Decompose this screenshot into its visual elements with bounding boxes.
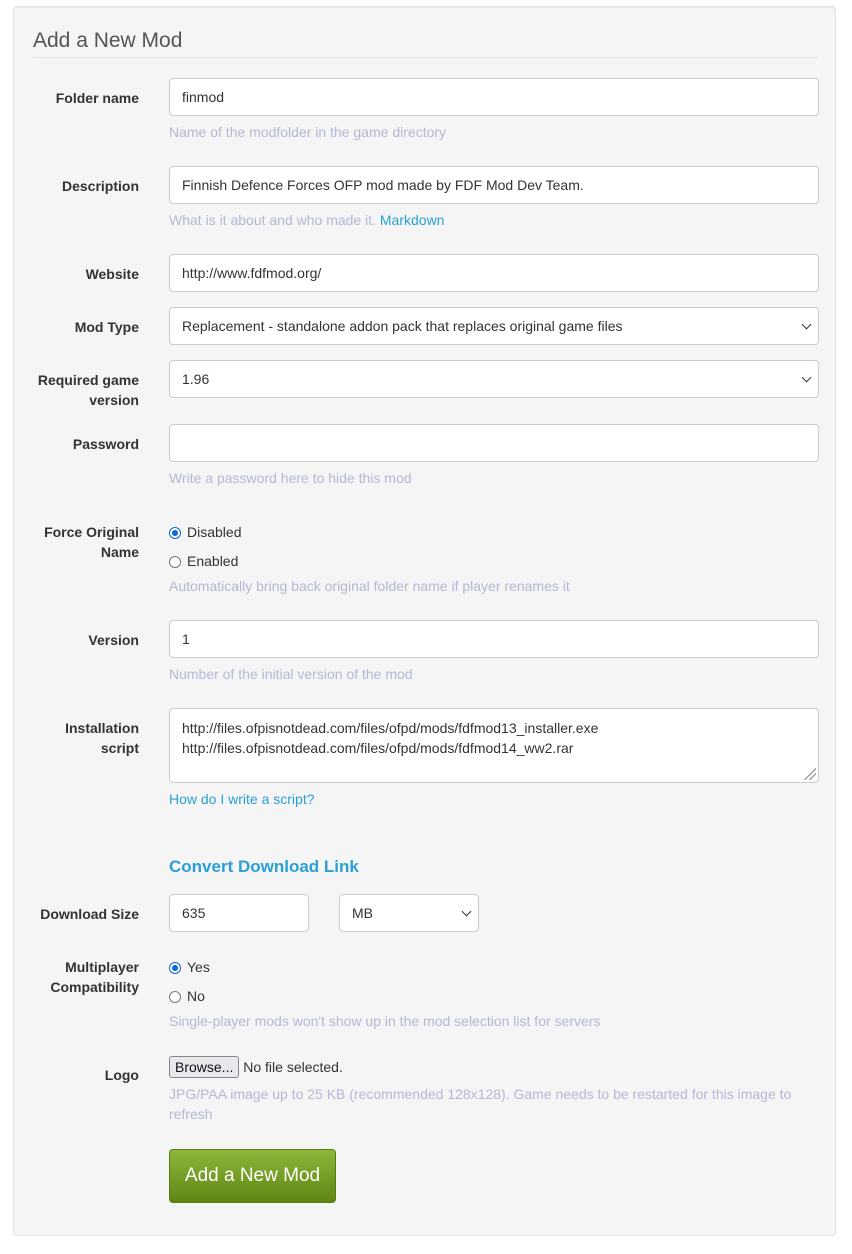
multiplayer-no-option[interactable] <box>169 986 205 1006</box>
force-name-disabled-option[interactable] <box>169 522 241 542</box>
multiplayer-yes-option[interactable] <box>169 957 210 977</box>
force-name-enabled-label: Enabled <box>187 553 239 569</box>
script-line-1: http://files.ofpisnotdead.com/files/ofpd/mods/fdfmod13_installer.exe <box>182 720 599 736</box>
add-mod-submit-button[interactable]: Add a New Mod <box>169 1149 336 1203</box>
game-version-selected: 1.96 <box>182 371 210 387</box>
multiplayer-yes-label: Yes <box>187 959 210 975</box>
force-original-name-label-line1: Force Original <box>44 524 139 540</box>
markdown-link[interactable]: Markdown <box>379 212 445 228</box>
force-name-help: Automatically bring back original folder name if player renames it <box>169 578 570 594</box>
mod-type-label: Mod Type <box>74 319 139 335</box>
logo-help <box>169 1084 829 1124</box>
multiplayer-help: Single-player mods won't show up in the mod selection list for servers <box>169 1013 601 1029</box>
download-size-input[interactable]: 635 <box>169 894 309 932</box>
radio-checked-icon[interactable] <box>169 962 181 974</box>
force-name-disabled-label: Disabled <box>187 524 242 540</box>
description-help-text: What is it about and who made it. <box>169 212 376 228</box>
add-mod-panel <box>13 6 836 1236</box>
installation-script-label-line2: script <box>100 740 139 756</box>
installation-script-label <box>14 718 139 758</box>
multiplayer-label-line2: Compatibility <box>50 979 139 995</box>
how-to-write-script-link[interactable]: How do I write a script? <box>169 791 315 807</box>
browse-button[interactable]: Browse... <box>169 1056 239 1078</box>
version-help: Number of the initial version of the mod <box>169 666 413 682</box>
folder-name-help: Name of the modfolder in the game directory <box>169 124 447 140</box>
script-line-2: http://files.ofpisnotdead.com/files/ofpd/mods/fdfmod14_ww2.rar <box>182 740 574 756</box>
multiplayer-label-line1: Multiplayer <box>65 959 139 975</box>
resize-grip-icon[interactable] <box>804 768 816 780</box>
multiplayer-label <box>14 957 139 997</box>
force-name-enabled-option[interactable] <box>169 551 238 571</box>
website-label: Website <box>85 266 139 282</box>
game-version-label <box>14 370 139 410</box>
radio-unchecked-icon[interactable] <box>169 556 181 568</box>
description-help <box>169 210 444 230</box>
installation-script-label-line1: Installation <box>65 720 139 736</box>
folder-name-label: Folder name <box>55 90 139 106</box>
logo-label: Logo <box>104 1067 139 1083</box>
version-label: Version <box>88 632 139 648</box>
version-input[interactable]: 1 <box>169 620 819 658</box>
multiplayer-no-label: No <box>187 988 205 1004</box>
force-original-name-label <box>14 522 139 562</box>
password-help: Write a password here to hide this mod <box>169 470 412 486</box>
logo-help-line2: refresh <box>169 1106 213 1122</box>
download-size-unit-selected: MB <box>352 905 373 921</box>
game-version-select[interactable] <box>169 360 819 398</box>
logo-file-status: No file selected. <box>243 1059 343 1075</box>
installation-script-textarea[interactable] <box>169 708 819 783</box>
game-version-label-line1: Required game <box>37 372 139 388</box>
mod-type-selected: Replacement - standalone addon pack that replaces original game files <box>182 318 623 334</box>
folder-name-input[interactable]: finmod <box>169 78 819 116</box>
force-original-name-label-line2: Name <box>100 544 139 560</box>
mod-type-select[interactable] <box>169 307 819 345</box>
website-input[interactable]: http://www.fdfmod.org/ <box>169 254 819 292</box>
download-size-unit-select[interactable] <box>339 894 479 932</box>
game-version-label-line2: version <box>89 392 139 408</box>
password-label: Password <box>72 436 139 452</box>
radio-checked-icon[interactable] <box>169 527 181 539</box>
logo-help-line1: JPG/PAA image up to 25 KB (recommended 128x128). Game needs to be restarted for this image to <box>169 1086 792 1102</box>
form-title: Add a New Mod <box>33 29 818 58</box>
download-size-label: Download Size <box>40 906 139 922</box>
description-input[interactable]: Finnish Defence Forces OFP mod made by FDF Mod Dev Team. <box>169 166 819 204</box>
logo-file-input[interactable] <box>169 1056 343 1078</box>
convert-download-link[interactable]: Convert Download Link <box>169 857 359 876</box>
password-input[interactable] <box>169 424 819 462</box>
radio-unchecked-icon[interactable] <box>169 991 181 1003</box>
description-label: Description <box>61 178 139 194</box>
